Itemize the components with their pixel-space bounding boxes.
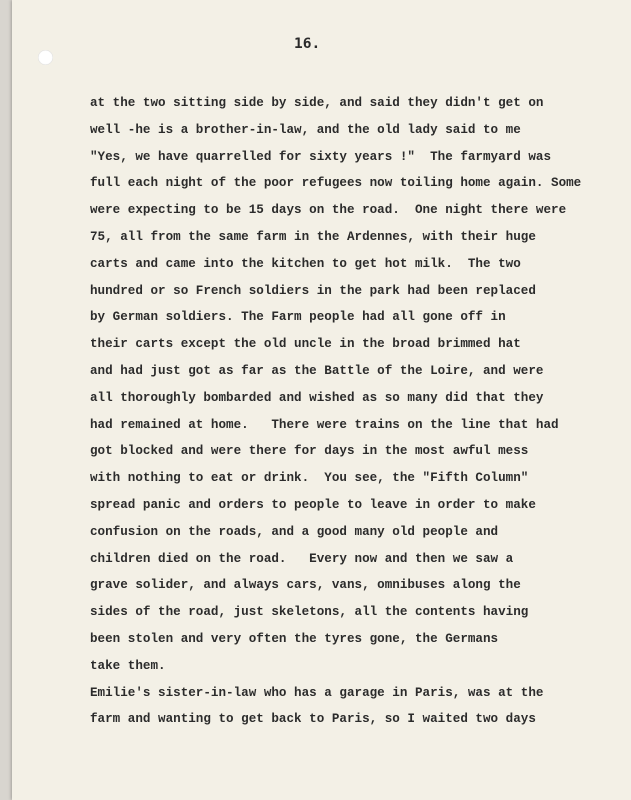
text-line: at the two sitting side by side, and said they didn't get on (90, 96, 544, 110)
document-page (12, 0, 631, 800)
text-line: had remained at home. There were trains on the line that had (90, 417, 559, 432)
text-line: carts and came into the kitchen to get hot milk. The two (90, 256, 521, 271)
text-line: farm and wanting to get back to Paris, so I waited two days (90, 712, 536, 727)
text-line: sides of the road, just skeletons, all the contents having (90, 605, 529, 620)
text-line: Emilie's sister-in-law who has a garage in Paris, was at the (90, 685, 544, 700)
text-line: spread panic and orders to people to leave in order to make (90, 497, 536, 512)
text-line: children died on the road. Every now and then we saw a (90, 551, 514, 566)
text-line: all thoroughly bombarded and wished as so many did that they (90, 390, 544, 405)
text-line: take them. (90, 658, 166, 673)
text-line: were expecting to be 15 days on the road. One night there were (90, 203, 567, 218)
text-line: confusion on the roads, and a good many old people and (90, 524, 499, 539)
text-line: and had just got as far as the Battle of the Loire, and were (90, 363, 544, 378)
text-line: hundred or so French soldiers in the park had been replaced (90, 283, 536, 298)
text-line: full each night of the poor refugees now toiling home again. Some (90, 176, 582, 191)
page-number: 16. (294, 36, 321, 52)
text-line: well -he is a brother-in-law, and the old lady said to me (90, 122, 521, 137)
text-line: with nothing to eat or drink. You see, the "Fifth Column" (90, 471, 529, 486)
text-line: been stolen and very often the tyres gone, the Germans (90, 631, 499, 646)
punch-hole (38, 50, 53, 65)
text-line: by German soldiers. The Farm people had all gone off in (90, 310, 506, 325)
text-line: 75, all from the same farm in the Ardennes, with their huge (90, 229, 536, 244)
typed-text-body (90, 90, 610, 733)
text-line: got blocked and were there for days in the most awful mess (90, 444, 529, 459)
text-line: grave solider, and always cars, vans, omnibuses along the (90, 578, 521, 593)
text-line: "Yes, we have quarrelled for sixty years !" The farmyard was (90, 149, 552, 164)
text-line: their carts except the old uncle in the broad brimmed hat (90, 337, 521, 352)
